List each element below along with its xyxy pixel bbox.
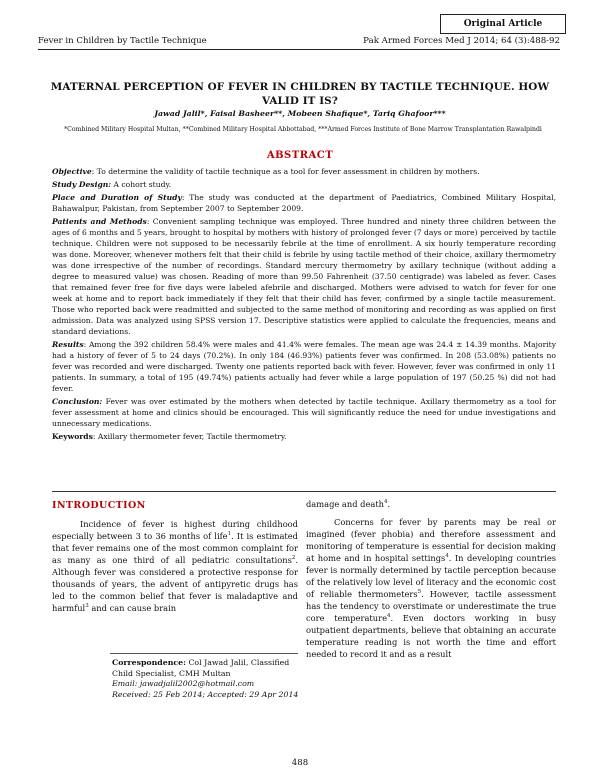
text-run: Concerns for fever by parents may be real or imagined (fever phobia) and therefore assessment and monitoring of temperature is essential for decision making at home and in hospital settings [306,517,556,563]
keywords [52,431,556,442]
affiliations: *Combined Military Hospital Multan, **Combined Military Hospital Abbottabad, ***Armed Forces Institute of Bone Marrow Transplantation Rawalpindi [64,126,542,133]
keywords-text: : Axillary thermometer fever, Tactile thermometry. [92,432,287,441]
text-run: and can cause brain [88,603,177,613]
ref-marker: 4 [387,613,391,620]
intro-paragraph-1-continued [306,498,556,510]
section-text: : To determine the validity of tactile technique as a tool for fever assessment in children by mothers. [91,167,480,176]
section-text: : Convenient sampling technique was employed. Three hundred and ninety three children between the ages of 6 months and 5 years, brought to hospital by mothers with history of prolonged fever (7 days or more) perceived by tactile technique. Children were not supposed to be necessarily febrile at the time of enrollment. A six hourly temperature recording was done. Moreover, whenever mothers felt that their child is febrile by using tactile method of their choice, axillary thermometry was done irrespective of the number of recordings. Standard mercury thermometry by axillary technique (without adding a degree to measured value) was chosen. Reading of more than 99.50 Fahrenheit (37.50 centigrade) was labeled as fever. Cases that remained fever free for five days were labeled afebrile and discharged. Mothers were advised to watch for fever for one week at home and to report back immediately if they felt that their child has fever, confirmed by a single tactile measurement. Those who reported back were readmitted and subjected to the same method of monitoring and recording as was applied on first admission. Data was analyzed using SPSS version 17. Descriptive statistics were applied to calculate the frequencies, means and standard deviations. [52,217,556,336]
section-label: Patients and Methods [52,217,147,226]
running-header-title: Fever in Children by Tactile Technique [38,36,207,46]
section-label: Place and Duration of Study [52,193,182,202]
ref-marker: 2 [291,555,296,562]
section-label: Conclusion: [52,397,103,406]
correspondence-email: Email: jawadjalil2002@hotmail.com [112,679,255,688]
article-title: MATERNAL PERCEPTION OF FEVER IN CHILDREN BY TACTILE TECHNIQUE. HOW VALID IT IS? [50,81,550,107]
ref-marker: 1 [227,531,232,538]
text-run: damage and death [306,499,385,509]
section-text: : Among the 392 children 58.4% were males and 41.4% were females. The mean age was 24.4 ± 14.39 months. Majority had a history of fever of 5 to 24 days (70.2%). In only 184 (46.93%) patients fever was confirmed. In 208 (53.08%) patients no fever was recorded and were discharged. Twenty one patients reported back with fever. However, fever was confirmed in only 11 patients. In summary, a total of 195 (49.74%) patients actually had fever while a large population of 197 (50.25 %) did not had fever. [52,340,556,393]
right-column [306,498,556,660]
text-run: . However, tactile assessment has the tendency to overstimate or underestimate the true core temperature [306,589,556,623]
ref-marker: 4 [384,499,388,506]
left-column [52,498,298,614]
section-label: Study Design: [52,180,112,189]
abstract-divider [52,491,556,492]
abstract-place-duration [52,192,556,214]
text-run: . It is estimated that fever remains one of the most common complaint for as many as one third of all pediatric consultations [52,531,298,565]
correspondence-address [112,658,302,679]
text-run: . [387,499,391,509]
text-run: Incidence of fever is highest during childhood especially between 3 to 36 months of life [52,519,298,541]
ref-marker: 5 [417,589,422,596]
section-label: Objective [52,167,92,176]
correspondence-label: Correspondence: [112,658,186,667]
section-label: Results [52,340,84,349]
intro-paragraph-1 [52,518,298,614]
abstract-objective [52,166,556,177]
header-rule [38,49,560,50]
page-number: 488 [291,758,309,768]
abstract-body [52,166,556,444]
correspondence-rule [110,653,298,654]
text-run: . Even doctors working in busy outpatient departments, believe that obtaining an accurate temperature reading is not worth the time and effort needed to record it and as a result [306,613,556,659]
article-type-badge: Original Article [440,14,566,34]
abstract-methods [52,216,556,337]
text-run: . In developing countries fever is normally determined by tactile perception because of the relatively low level of literacy and the economic cost of reliable thermometers [306,553,556,599]
abstract-results [52,339,556,394]
abstract-study-design [52,179,556,190]
abstract-conclusion [52,396,556,429]
author-list: Jawad Jalil*, Faisal Basheer**, Mobeen Shafique*, Tariq Ghafoor*** [154,109,446,118]
abstract-heading: ABSTRACT [266,150,334,161]
text-run: . Although fever was considered a protective response for thousands of years, the advent of antipyretic drugs has led to the common belief that fever is maladaptive and harmful [52,555,298,613]
section-text: : The study was conducted at the department of Paediatrics, Combined Military Hospital, Bahawalpur, Pakistan, from September 2007 to September 2009. [52,193,556,213]
intro-paragraph-2 [306,516,556,660]
section-text: Fever was over estimated by the mothers when detected by tactile technique. Axillary thermometry as a tool for fever assessment at home and clinics should be encouraged. This will significantly reduce the need for undue investigations and unnecessary medications. [52,397,556,428]
introduction-heading: INTRODUCTION [52,500,146,511]
submission-dates: Received: 25 Feb 2014; Accepted: 29 Apr 2014 [112,689,299,699]
correspondence-text: Col Jawad Jalil, Classified Child Specialist, CMH Multan [112,658,290,678]
keywords-label: Keywords [52,432,93,441]
ref-marker: 4 [445,553,449,560]
section-text: A cohort study. [111,180,172,189]
running-header-citation: Pak Armed Forces Med J 2014; 64 (3):488-92 [363,36,560,46]
correspondence-block [112,658,302,700]
ref-marker: 3 [85,603,89,610]
